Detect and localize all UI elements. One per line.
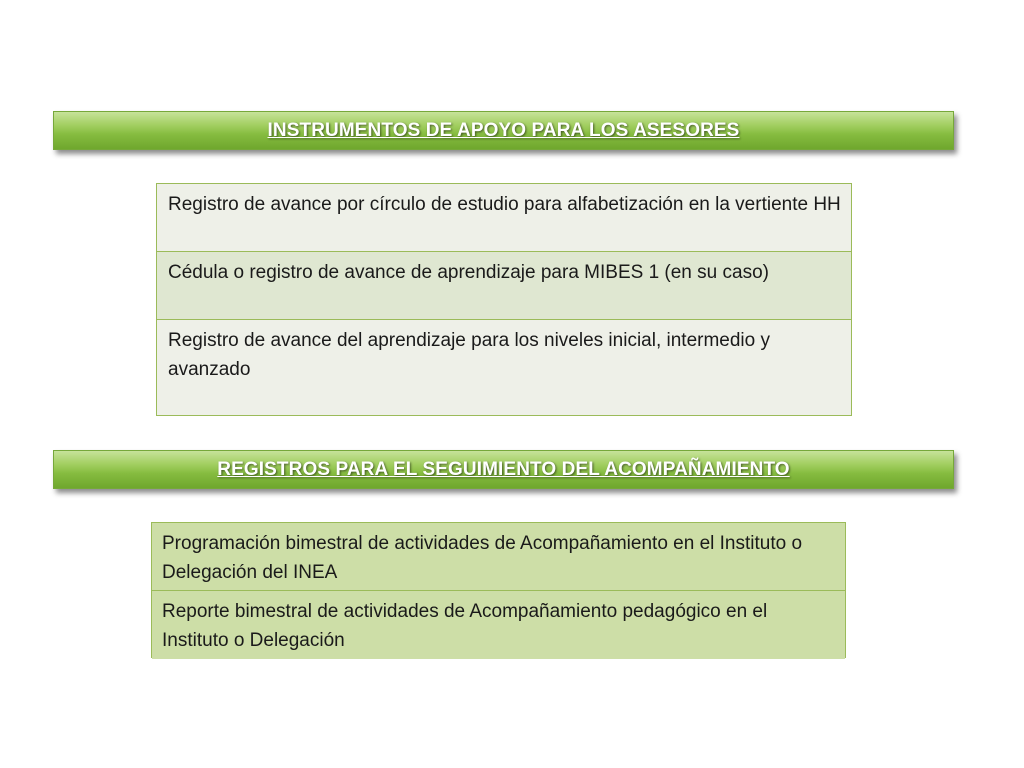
table-row: Registro de avance por círculo de estudio para alfabetización en la vertiente HH — [157, 184, 851, 252]
instruments-table — [156, 183, 852, 416]
instruments-section-title: INSTRUMENTOS DE APOYO PARA LOS ASESORES — [267, 119, 740, 141]
table-row: Registro de avance del aprendizaje para los niveles inicial, intermedio y avanzado — [157, 320, 851, 415]
table-row: Reporte bimestral de actividades de Acompañamiento pedagógico en el Instituto o Delegación — [152, 591, 845, 659]
table-row: Cédula o registro de avance de aprendizaje para MIBES 1 (en su caso) — [157, 252, 851, 320]
table-row: Programación bimestral de actividades de Acompañamiento en el Instituto o Delegación del INEA — [152, 523, 845, 591]
registros-section-title: REGISTROS PARA EL SEGUIMIENTO DEL ACOMPAÑAMIENTO — [217, 458, 790, 480]
instruments-section-header — [53, 111, 954, 150]
registros-section-header — [53, 450, 954, 489]
registros-table — [151, 522, 846, 658]
